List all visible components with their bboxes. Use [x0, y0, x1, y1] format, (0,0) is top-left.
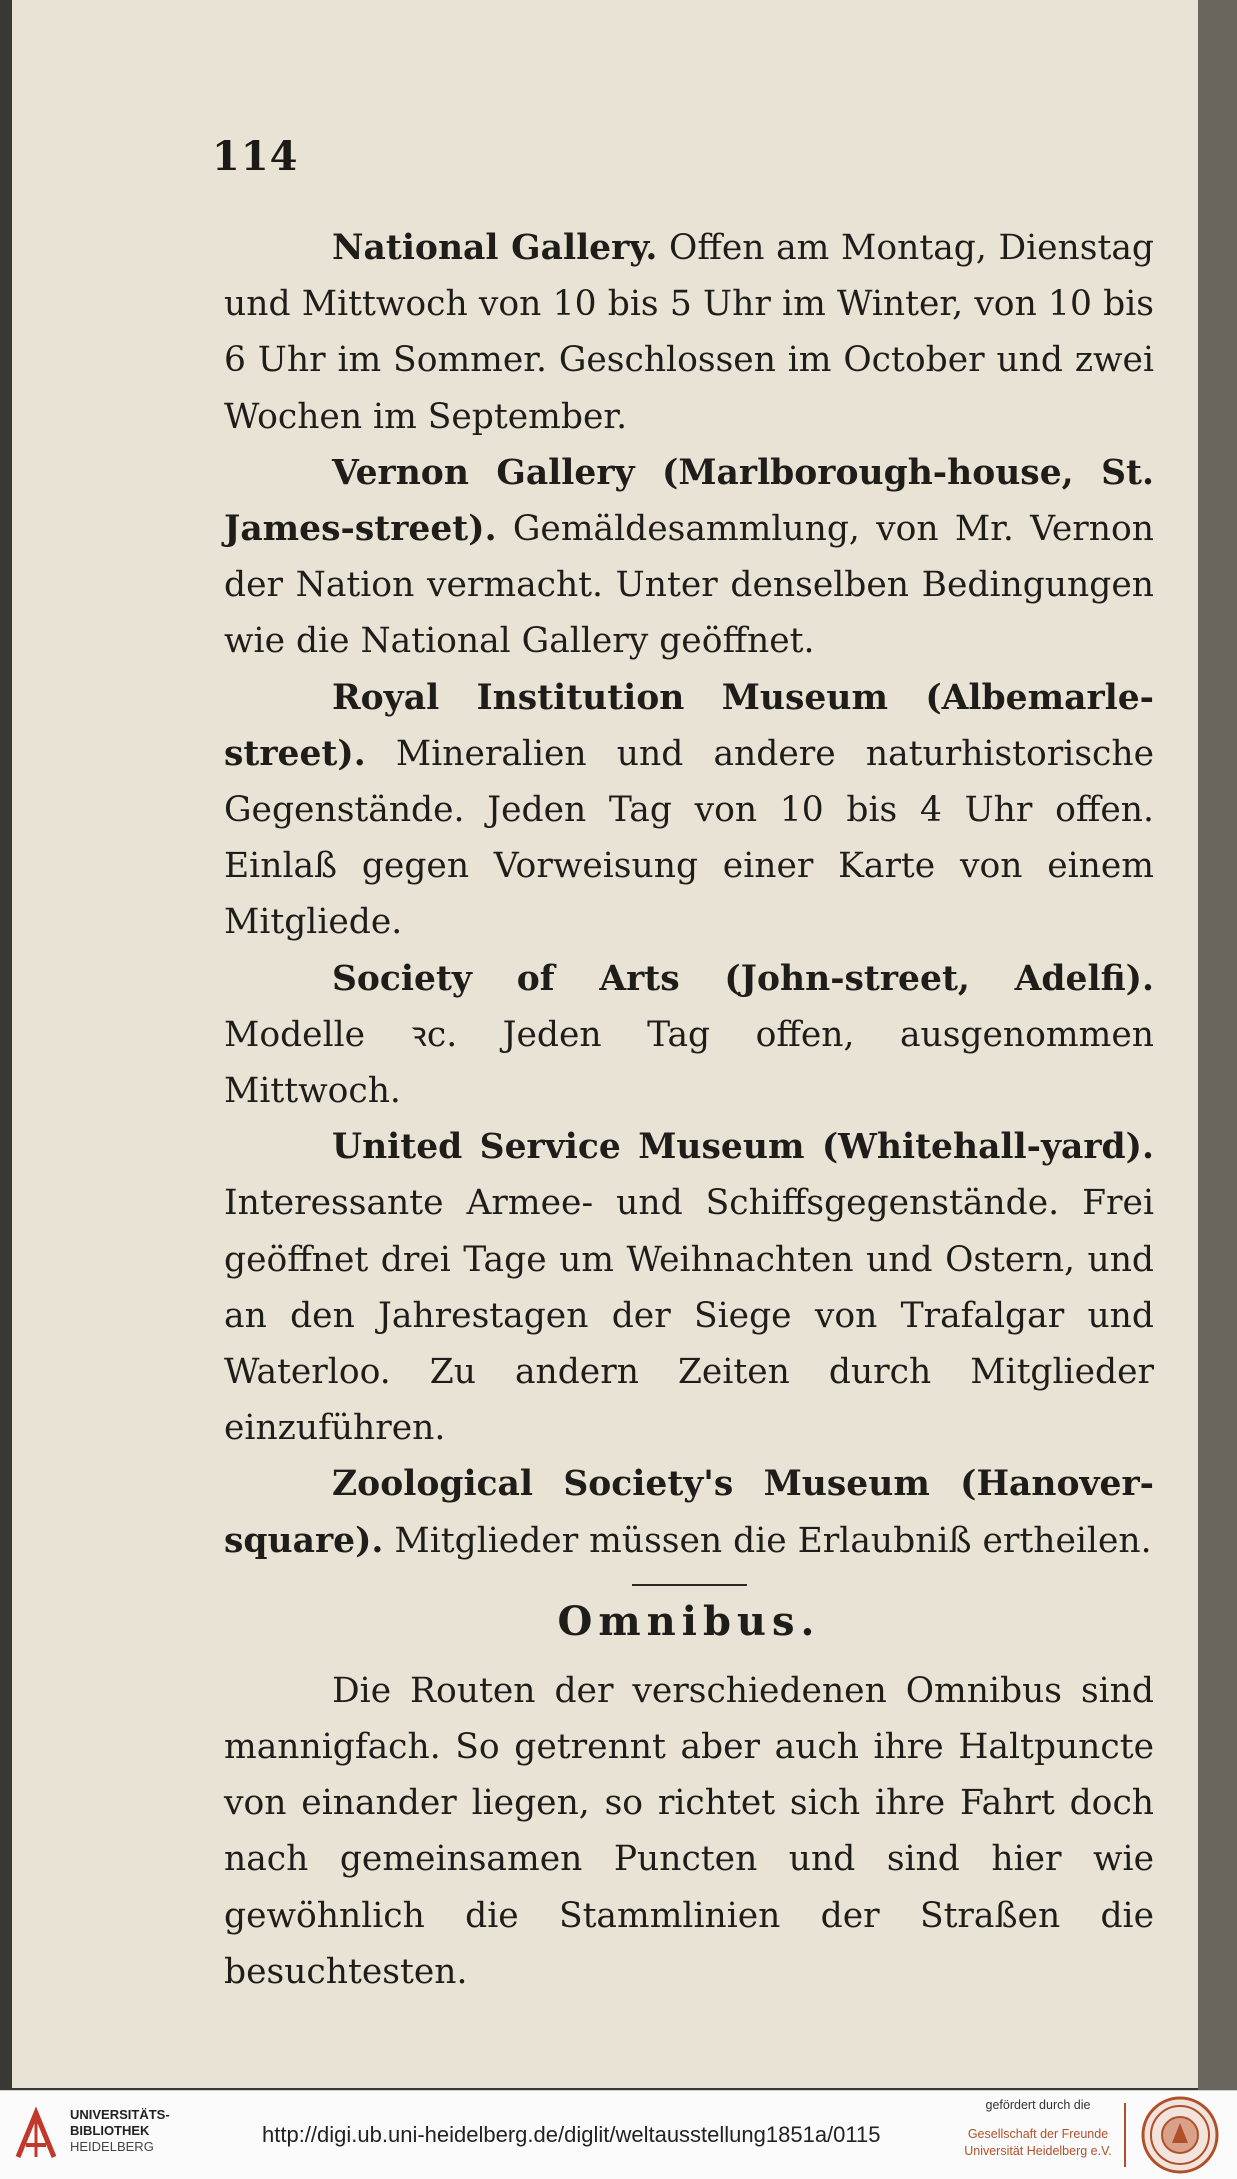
permalink-url[interactable]: http://digi.ub.uni-heidelberg.de/diglit/weltausstellung1851a/0115: [262, 2122, 881, 2147]
entry-national-gallery: [224, 220, 1154, 445]
sponsor-name-line: Universität Heidelberg e.V.: [964, 2144, 1112, 2158]
entry-text: Modelle ꝛc. Jeden Tag offen, ausgenommen Mittwoch.: [224, 1014, 1154, 1112]
book-page: [12, 0, 1224, 2088]
library-name-line: HEIDELBERG: [70, 2139, 154, 2154]
footer-divider: [1124, 2103, 1126, 2167]
entry-title: Royal Institution Museum (Albemarle-street).: [224, 677, 1154, 774]
entry-vernon-gallery: [224, 445, 1154, 670]
entry-text: Gemäldesammlung, von Mr. Vernon der Nation vermacht. Unter denselben Bedingungen wie die National Gallery geöffnet.: [224, 509, 1154, 662]
entry-title: Zoological Society's Museum (Hanover-square).: [224, 1464, 1154, 1561]
entry-title: National Gallery.: [332, 228, 658, 268]
section-heading: Omnibus.: [557, 1597, 821, 1645]
page-number: 114: [212, 133, 299, 180]
entry-text: Interessante Armee- und Schiffsgegenstände. Frei geöffnet drei Tage um Weihnachten und Ostern, und an den Jahrestagen der Siege von Trafalgar und Waterloo. Zu andern Zeiten durch Mitglieder einzuführen.: [224, 1183, 1154, 1449]
viewer-footer: [0, 2090, 1237, 2179]
university-library-logo-icon: [12, 2105, 60, 2165]
entry-society-of-arts: [224, 951, 1154, 1120]
sponsor-name-line: Gesellschaft der Freunde: [967, 2127, 1109, 2141]
library-name-line: BIBLIOTHEK: [70, 2123, 150, 2138]
entry-title: United Service Museum (Whitehall-yard).: [332, 1127, 1154, 1168]
page-edge: [1198, 0, 1237, 2090]
sponsor-label: gefördert durch die: [985, 2098, 1091, 2112]
entry-united-service-museum: [224, 1119, 1154, 1456]
entry-royal-institution: [224, 670, 1154, 951]
sponsor-note: [958, 2097, 1118, 2160]
entry-zoological-society: [224, 1456, 1154, 1568]
entry-text: Mitglieder müssen die Erlaubniß ertheilen.: [383, 1520, 1152, 1561]
section-paragraph: Die Routen der verschiedenen Omnibus sind mannigfach. So getrennt aber auch ihre Haltpuncte von einander liegen, so richtet sich ihre Fahrt doch nach gemeinsamen Puncten und sind hier wie gewöhnlich die Stammlinien der Straßen die besuchtesten.: [224, 1670, 1154, 1992]
entry-text: Offen am Montag, Dienstag und Mittwoch von 10 bis 5 Uhr im Winter, von 10 bis 6 Uhr im Sommer. Geschlossen im October und zwei Wochen im September.: [224, 228, 1154, 437]
section-divider: [632, 1584, 747, 1586]
library-name-line: UNIVERSITÄTS-: [70, 2107, 170, 2122]
entry-title: Society of Arts (John-street, Adelfi).: [332, 958, 1154, 999]
university-seal-icon: [1140, 2095, 1220, 2175]
entry-text: Mineralien und andere naturhistorische Gegenstände. Jeden Tag von 10 bis 4 Uhr offen. Einlaß gegen Vorweisung einer Karte von einem Mitgliede.: [224, 733, 1154, 943]
page-text: [224, 220, 1154, 2000]
entry-title: Vernon Gallery (Marlborough-house, St. James-street).: [224, 452, 1154, 550]
library-name: [70, 2107, 170, 2155]
